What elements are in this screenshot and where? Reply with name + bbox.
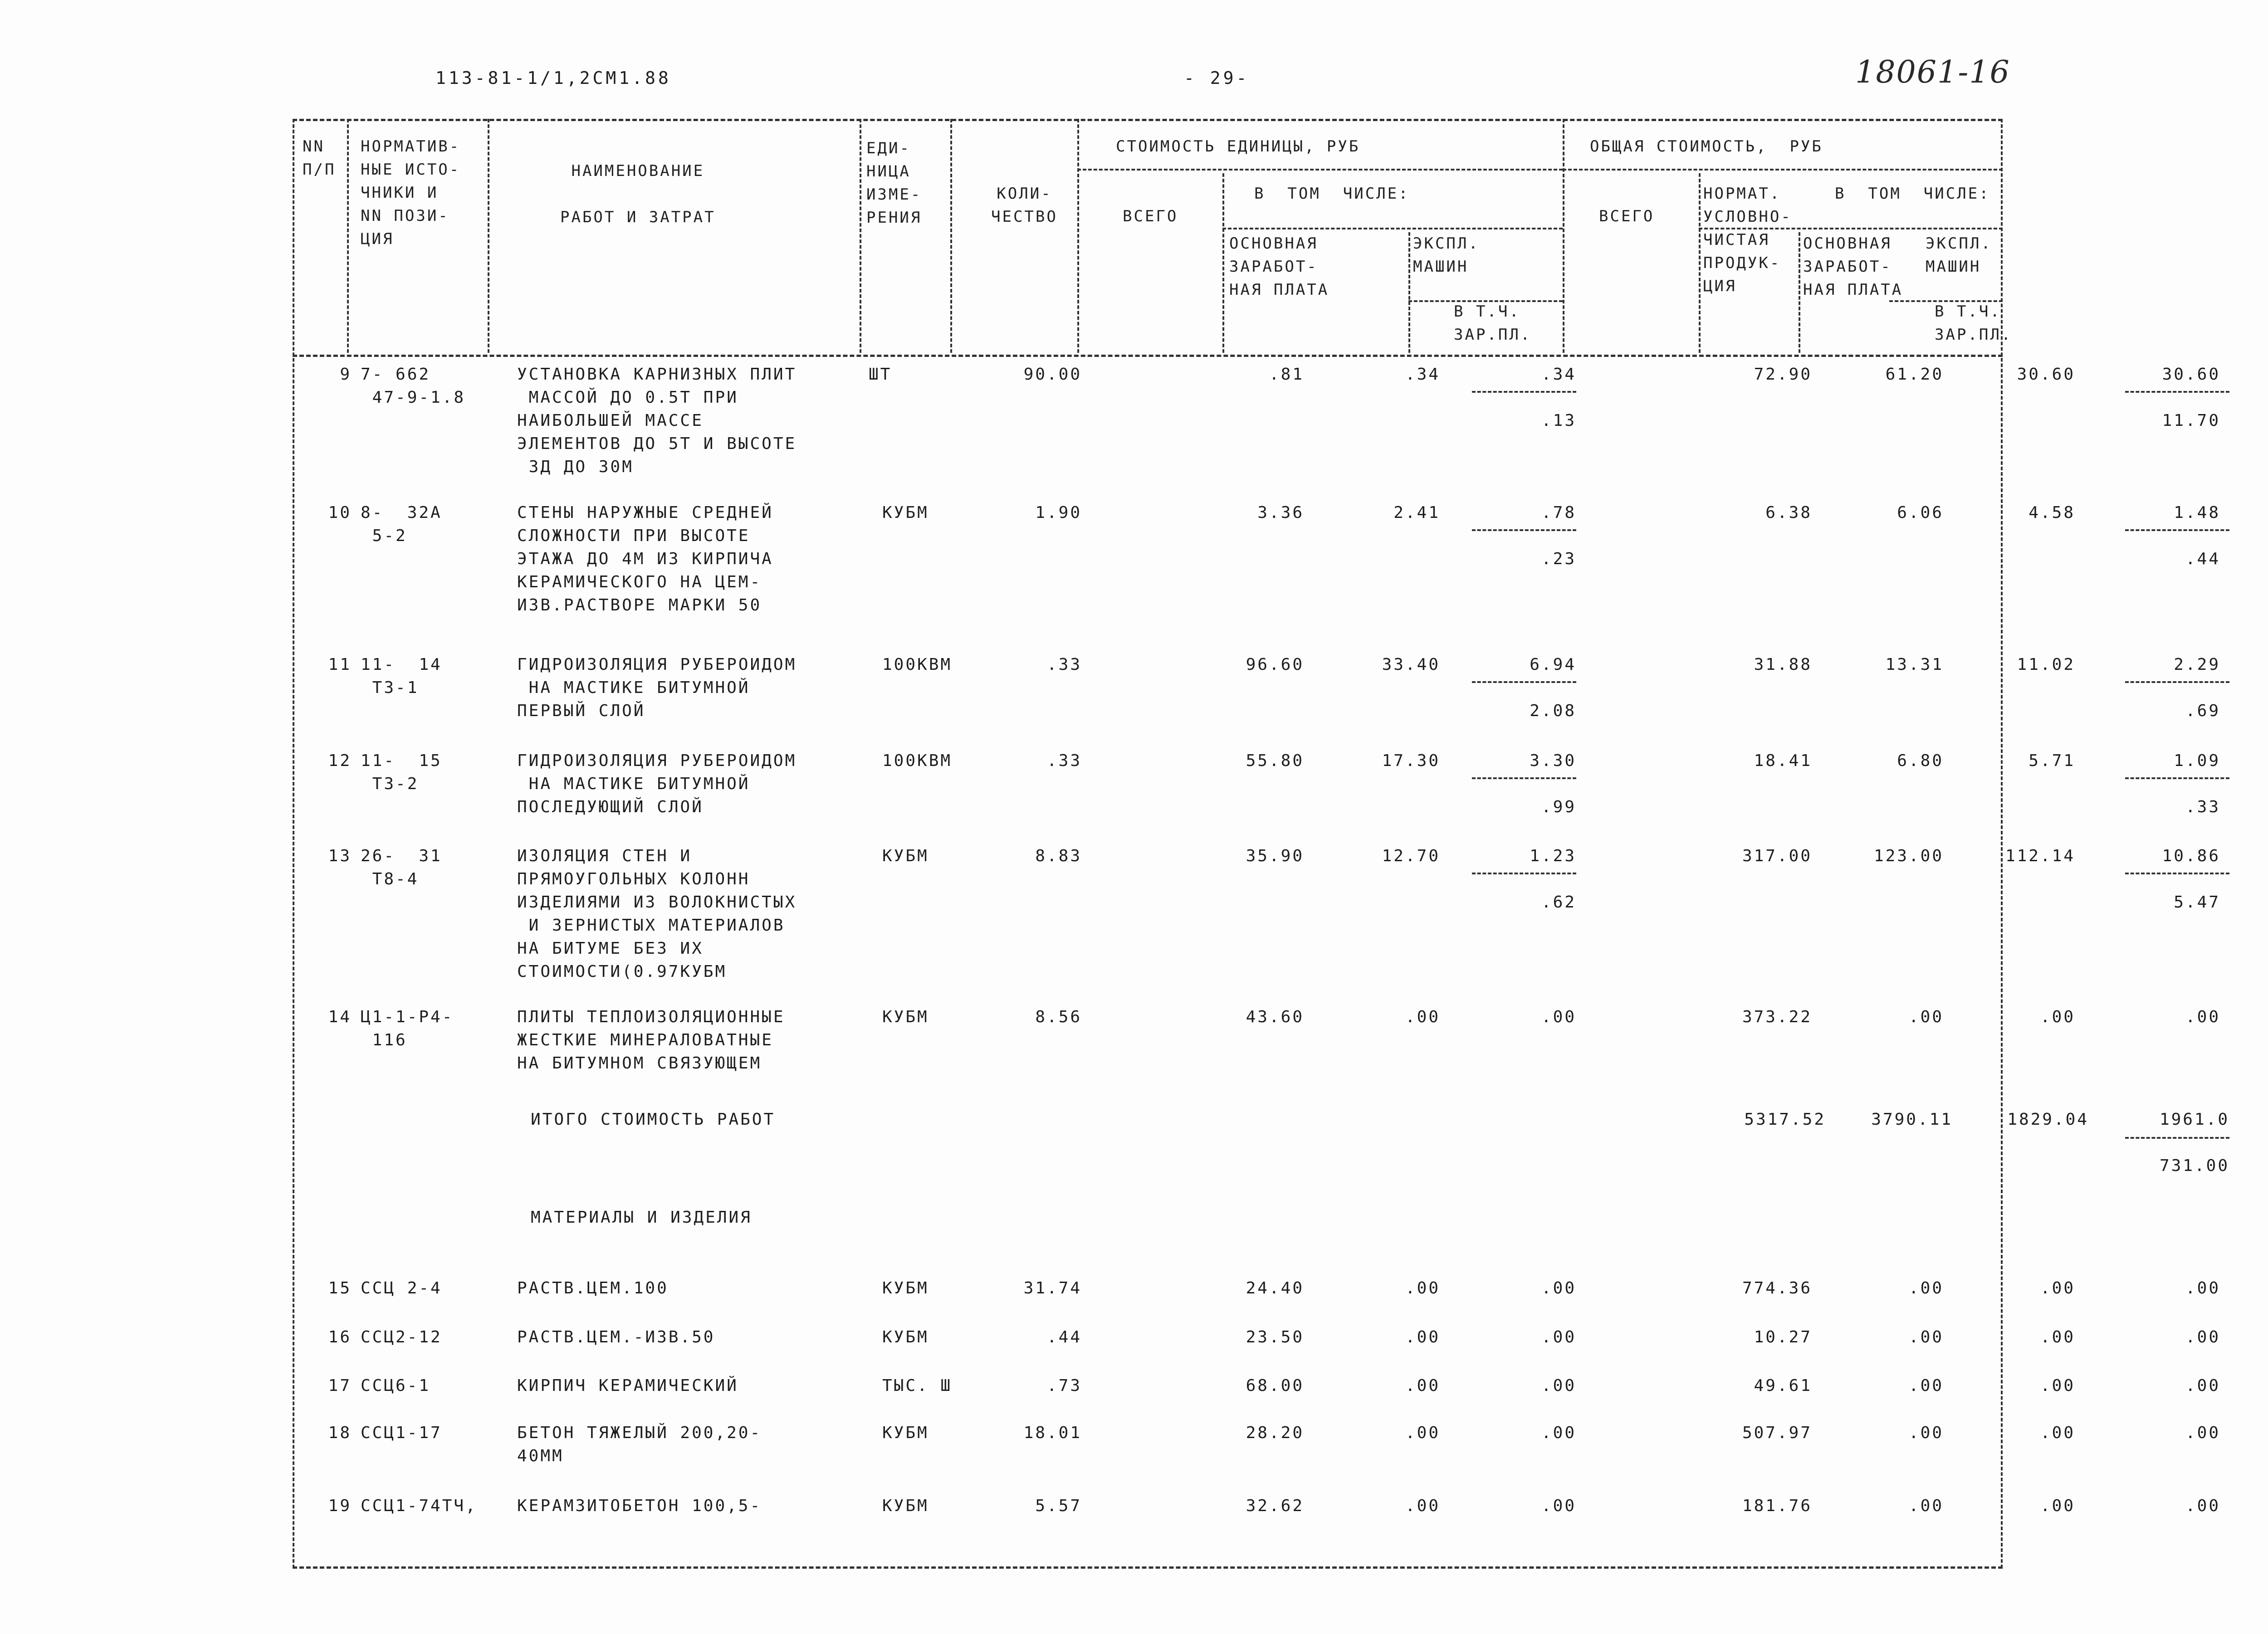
subvalue-separator [1472,529,1576,531]
unit-machines: 1.23 [1530,847,1576,865]
material-name: РАСТВ.ЦЕМ.100 [517,1279,669,1297]
total-net-product: 6.80 [1897,751,1944,770]
col-header-no: NN П/П [303,137,336,179]
unit-total: 35.90 [1246,847,1304,865]
unit-total: 68.00 [1246,1376,1304,1395]
norm-source: ССЦ1-17 [361,1424,442,1442]
unit: КУБМ [882,1424,929,1442]
unit-wage: .00 [1405,1279,1440,1297]
quantity: 5.57 [1035,1497,1082,1515]
header-divider [950,119,952,353]
header-bottom-border [293,355,2003,357]
unit-machines: .00 [1541,1424,1576,1442]
row-number: 19 [328,1497,352,1515]
unit: ШТ [869,365,892,384]
total-wage: .00 [2040,1279,2075,1297]
unit: КУБМ [882,1279,929,1297]
total-machines: 30.60 [2162,365,2220,384]
material-name: БЕТОН ТЯЖЕЛЫЙ 200,20- 40ММ [517,1424,762,1465]
col-header-unit-machines: ЭКСПЛ. МАШИН [1413,234,1480,276]
section-title: МАТЕРИАЛЫ И ИЗДЕЛИЯ [531,1208,752,1227]
header-divider [1408,232,1410,353]
table-top-border [293,119,2003,121]
unit: 100КВМ [882,751,953,770]
unit-machines: .00 [1541,1376,1576,1395]
unit-total: 28.20 [1246,1424,1304,1442]
handwritten-number: 18061-16 [1855,54,2010,90]
total-cost: 373.22 [1742,1008,1812,1026]
norm-source: ССЦ2-12 [361,1328,442,1346]
total-net-product: .00 [1908,1328,1944,1346]
subvalue-separator [1472,681,1576,683]
total-wage: .00 [2040,1497,2075,1515]
unit-machine-wage: .99 [1541,798,1576,816]
work-name: ГИДРОИЗОЛЯЦИЯ РУБЕРОИДОМ НА МАСТИКЕ БИТУМНОЙ ПОСЛЕДУЮЩИЙ СЛОЙ [517,751,797,816]
total-machines: .00 [2185,1279,2220,1297]
unit: КУБМ [882,1497,929,1515]
total-machines: .00 [2185,1008,2220,1026]
col-header-total-cost: ОБЩАЯ СТОИМОСТЬ, РУБ [1590,137,1823,156]
col-header-total-machine-wage: В Т.Ч. ЗАР.ПЛ. [1935,302,2013,344]
unit-machines: .00 [1541,1279,1576,1297]
quantity: 1.90 [1035,503,1082,522]
row-number: 10 [328,503,352,522]
work-name: ИЗОЛЯЦИЯ СТЕН И ПРЯМОУГОЛЬНЫХ КОЛОНН ИЗДЕЛИЯМИ ИЗ ВОЛОКНИСТЫХ И ЗЕРНИСТЫХ МАТЕРИАЛОВ НА БИТУМЕ БЕЗ ИХ СТОИМОСТИ(0.97КУБМ [517,847,797,981]
unit: КУБМ [882,1328,929,1346]
header-divider [1563,169,2003,171]
unit-total: 23.50 [1246,1328,1304,1346]
total-machines: .00 [2185,1328,2220,1346]
unit-machine-wage: 2.08 [1530,702,1576,720]
unit-wage: .00 [1405,1424,1440,1442]
material-name: РАСТВ.ЦЕМ.-ИЗВ.50 [517,1328,715,1346]
unit-machines: .34 [1541,365,1576,384]
total-machines: .00 [2185,1424,2220,1442]
quantity: 8.83 [1035,847,1082,865]
total-cost: 31.88 [1754,655,1812,674]
col-header-unit: ЕДИ- НИЦА ИЗМЕ- РЕНИЯ [866,139,922,227]
total-machines: .00 [2185,1497,2220,1515]
norm-source: 26- 31 Т8-4 [361,847,442,888]
unit-total: 55.80 [1246,751,1304,770]
col-header-unit-wage: ОСНОВНАЯ ЗАРАБОТ- НАЯ ПЛАТА [1229,234,1330,299]
total-wage: .00 [2040,1008,2075,1026]
total-cost: 72.90 [1754,365,1812,384]
total-net-product: .00 [1908,1424,1944,1442]
unit-total: 32.62 [1246,1497,1304,1515]
unit-wage: .00 [1405,1328,1440,1346]
quantity: 18.01 [1023,1424,1082,1442]
col-header-total-machines: ЭКСПЛ. МАШИН [1926,234,1992,276]
row-number: 16 [328,1328,352,1346]
norm-source: 11- 15 Т3-2 [361,751,442,793]
total-machines: 10.86 [2162,847,2220,865]
unit-total: 24.40 [1246,1279,1304,1297]
unit-total: .81 [1269,365,1304,384]
unit-machine-wage: .13 [1541,411,1576,430]
estimate-table [293,119,2013,1568]
subvalue-separator [2125,681,2229,683]
quantity: 8.56 [1035,1008,1082,1026]
total-machine-wage: .69 [2185,702,2220,720]
total-wage: 112.14 [2005,847,2075,865]
total-wage: .00 [2040,1328,2075,1346]
subtotal-machines: 1961.0 [2159,1110,2229,1129]
unit: ТЫС. Ш [882,1376,953,1395]
unit-total: 43.60 [1246,1008,1304,1026]
col-header-unit-including: В ТОМ ЧИСЛЕ: [1254,185,1410,203]
subvalue-separator [1472,391,1576,393]
subtotal-label: ИТОГО СТОИМОСТЬ РАБОТ [531,1110,776,1129]
unit-machine-wage: .23 [1541,550,1576,568]
header-divider [1799,232,1800,353]
total-cost: 49.61 [1754,1376,1812,1395]
work-name: СТЕНЫ НАРУЖНЫЕ СРЕДНЕЙ СЛОЖНОСТИ ПРИ ВЫСОТЕ ЭТАЖА ДО 4М ИЗ КИРПИЧА КЕРАМИЧЕСКОГО НА ЦЕМ- ИЗВ.РАСТВОРЕ МАРКИ 50 [517,503,773,615]
work-name: ГИДРОИЗОЛЯЦИЯ РУБЕРОИДОМ НА МАСТИКЕ БИТУМНОЙ ПЕРВЫЙ СЛОЙ [517,655,797,720]
col-header-quantity: КОЛИ- ЧЕСТВО [991,185,1058,226]
total-machine-wage: .44 [2185,550,2220,568]
col-header-unit-cost: СТОИМОСТЬ ЕДИНИЦЫ, РУБ [1116,137,1360,156]
total-cost: 507.97 [1742,1424,1812,1442]
total-wage: 5.71 [2028,751,2075,770]
total-cost: 181.76 [1742,1497,1812,1515]
subvalue-separator [2125,391,2229,393]
total-machines: .00 [2185,1376,2220,1395]
unit-total: 96.60 [1246,655,1304,674]
material-name: КЕРАМЗИТОБЕТОН 100,5- [517,1497,762,1515]
page-number: - 29- [1184,68,1250,88]
col-header-unit-total: ВСЕГО [1123,207,1178,225]
col-header-norm-source: НОРМАТИВ- НЫЕ ИСТО- ЧНИКИ И NN ПОЗИ- ЦИЯ [361,137,461,248]
table-left-border [293,119,294,1568]
total-cost: 6.38 [1765,503,1812,522]
row-number: 15 [328,1279,352,1297]
unit: КУБМ [882,503,929,522]
norm-source: 11- 14 Т3-1 [361,655,442,697]
row-number: 12 [328,751,352,770]
unit: 100КВМ [882,655,953,674]
quantity: .44 [1046,1328,1082,1346]
norm-source: 8- 32А 5-2 [361,503,442,545]
unit-wage: 17.30 [1382,751,1440,770]
total-machines: 1.48 [2174,503,2220,522]
header-divider [1077,119,1079,353]
col-header-total-including: В ТОМ ЧИСЛЕ: [1835,185,1990,203]
header-divider [1222,173,1224,353]
total-machines: 1.09 [2174,751,2220,770]
total-wage: 4.58 [2028,503,2075,522]
unit: КУБМ [882,1008,929,1026]
row-number: 18 [328,1424,352,1442]
col-header-net-product: НОРМАТ. УСЛОВНО- ЧИСТАЯ ПРОДУК- ЦИЯ [1703,185,1792,295]
norm-source: ССЦ1-74ТЧ, [361,1497,477,1515]
unit-wage: .00 [1405,1008,1440,1026]
total-machines: 2.29 [2174,655,2220,674]
unit-machines: .00 [1541,1497,1576,1515]
work-name: УСТАНОВКА КАРНИЗНЫХ ПЛИТ МАССОЙ ДО 0.5Т ПРИ НАИБОЛЬШЕЙ МАССЕ ЭЛЕМЕНТОВ ДО 5Т И ВЫСОТЕ ЗД ДО 30М [517,365,797,476]
subvalue-separator [1472,873,1576,874]
total-machine-wage: .33 [2185,798,2220,816]
unit-machines: .00 [1541,1328,1576,1346]
norm-source: Ц1-1-Р4- 116 [361,1008,454,1049]
subvalue-separator [2125,873,2229,874]
col-header-unit-machine-wage: В Т.Ч. ЗАР.ПЛ. [1454,302,1532,344]
row-number: 9 [340,365,352,384]
col-header-total-total: ВСЕГО [1599,207,1655,225]
unit-wage: 2.41 [1393,503,1440,522]
header-divider [1222,228,1563,229]
total-cost: 10.27 [1754,1328,1812,1346]
subvalue-separator [2125,529,2229,531]
subtotal-net-product: 3790.11 [1871,1110,1953,1129]
total-net-product: .00 [1908,1497,1944,1515]
total-cost: 774.36 [1742,1279,1812,1297]
work-name: ПЛИТЫ ТЕПЛОИЗОЛЯЦИОННЫЕ ЖЕСТКИЕ МИНЕРАЛОВАТНЫЕ НА БИТУМНОМ СВЯЗУЮЩЕМ [517,1008,785,1073]
unit-machines: .00 [1541,1008,1576,1026]
unit-total: 3.36 [1257,503,1304,522]
total-net-product: .00 [1908,1376,1944,1395]
norm-source: 7- 662 47-9-1.8 [361,365,466,407]
total-machine-wage: 11.70 [2162,411,2220,430]
row-number: 13 [328,847,352,865]
unit-wage: .00 [1405,1376,1440,1395]
quantity: 31.74 [1023,1279,1082,1297]
total-net-product: 61.20 [1885,365,1944,384]
unit-wage: .34 [1405,365,1440,384]
row-number: 17 [328,1376,352,1395]
header-divider [1563,119,1564,353]
quantity: .73 [1046,1376,1082,1395]
unit-wage: 12.70 [1382,847,1440,865]
total-wage: .00 [2040,1376,2075,1395]
total-wage: 11.02 [2017,655,2075,674]
header-divider [347,119,349,353]
header-divider [1077,169,1563,171]
header-divider [1699,173,1701,353]
quantity: .33 [1046,655,1082,674]
col-header-name: НАИМЕНОВАНИЕ РАБОТ И ЗАТРАТ [560,162,716,226]
row-number: 14 [328,1008,352,1026]
subtotal-total: 5317.52 [1744,1110,1826,1129]
quantity: .33 [1046,751,1082,770]
total-wage: 30.60 [2017,365,2075,384]
header-divider [860,119,861,353]
table-bottom-border [293,1566,2003,1569]
total-net-product: 123.00 [1873,847,1944,865]
subvalue-separator [2125,777,2229,779]
unit-wage: 33.40 [1382,655,1440,674]
row-number: 11 [328,655,352,674]
col-header-total-wage: ОСНОВНАЯ ЗАРАБОТ- НАЯ ПЛАТА [1803,234,1903,299]
document-code: 113-81-1/1,2СМ1.88 [435,68,671,88]
total-net-product: 6.06 [1897,503,1944,522]
subvalue-separator [1472,777,1576,779]
header-divider [488,119,489,353]
total-cost: 18.41 [1754,751,1812,770]
total-cost: 317.00 [1742,847,1812,865]
material-name: КИРПИЧ КЕРАМИЧЕСКИЙ [517,1376,738,1395]
quantity: 90.00 [1023,365,1082,384]
unit-wage: .00 [1405,1497,1440,1515]
unit-machines: 6.94 [1530,655,1576,674]
total-net-product: .00 [1908,1279,1944,1297]
subtotal-machine-wage: 731.00 [2159,1156,2229,1175]
total-net-product: .00 [1908,1008,1944,1026]
unit-machine-wage: .62 [1541,893,1576,912]
unit: КУБМ [882,847,929,865]
unit-machines: .78 [1541,503,1576,522]
total-wage: .00 [2040,1424,2075,1442]
subtotal-wage: 1829.04 [2007,1110,2089,1129]
norm-source: ССЦ 2-4 [361,1279,442,1297]
norm-source: ССЦ6-1 [361,1376,431,1395]
unit-machines: 3.30 [1530,751,1576,770]
subvalue-separator [2125,1137,2229,1139]
total-machine-wage: 5.47 [2174,893,2220,912]
total-net-product: 13.31 [1885,655,1944,674]
